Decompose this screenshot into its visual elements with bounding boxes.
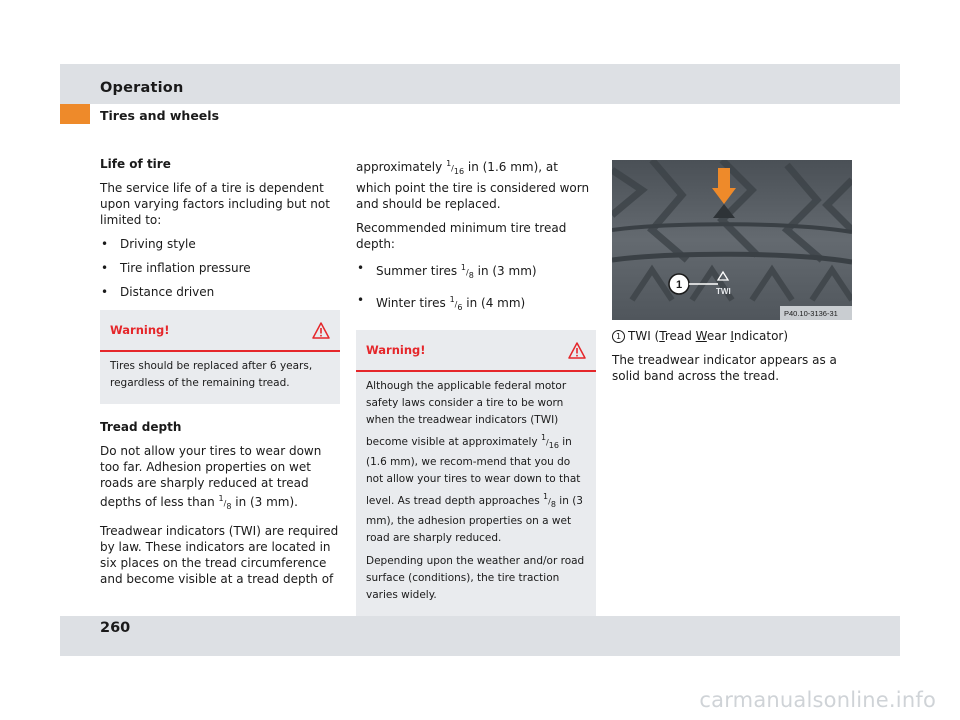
life-of-tire-heading: Life of tire: [100, 157, 171, 171]
fraction-numerator: 1: [446, 159, 452, 168]
warning-paragraph: Tires should be replaced after 6 years, regardless of the remaining tread.: [110, 360, 313, 389]
fraction-denominator: 8: [468, 271, 474, 280]
list-item: [356, 260, 596, 284]
text-run: W: [695, 329, 707, 343]
figure-caption: [612, 328, 852, 344]
twi-description: The treadwear indicator appears as a solid band across the tread.: [612, 353, 837, 383]
text-run: Although the applicable federal motor safety laws consider a tire to be worn when the treadwear indicators (TWI) become visible at approximately: [366, 380, 567, 448]
text-run: approximately: [356, 160, 443, 174]
text-run: ndicator): [733, 329, 789, 343]
fraction-denominator: 8: [550, 500, 556, 509]
header-band: [60, 64, 900, 104]
list-item: • Driving style: [100, 236, 340, 252]
warning-paragraph: [366, 378, 586, 547]
list-item: [356, 292, 596, 316]
warning-title: Warning!: [110, 323, 170, 337]
warning-paragraph: Depending upon the weather and/or road surface (conditions), the tire traction varies widely.: [366, 555, 585, 601]
twi-label: TWI: [716, 287, 731, 296]
life-intro: The service life of a tire is dependent upon varying factors including but not limited to:: [100, 181, 330, 227]
text-run: Summer tires: [376, 264, 458, 278]
text-run: ear: [706, 329, 731, 343]
page-number: 260: [100, 620, 131, 636]
text-run: in (3 mm), the adhesion properties on a wet road are sharply reduced.: [366, 495, 583, 544]
tire-tread-photo: [612, 160, 852, 320]
fraction-numerator: 1: [449, 295, 455, 304]
fraction-denominator: 8: [226, 502, 232, 511]
tread-depth-heading: Tread depth: [100, 420, 182, 434]
tread-depth-list: [356, 260, 596, 316]
text-run: in (1.6 mm), we recom-mend that you do not allow your tires to wear down to that level. As tread depth approaches: [366, 436, 581, 507]
warning-triangle-icon: [312, 322, 330, 339]
text-run: Winter tires: [376, 296, 446, 310]
text-run: in (1.6 mm), at which point the tire is considered worn and should be replaced.: [356, 160, 590, 211]
tread-paragraph-1: [100, 443, 340, 515]
warning-triangle-icon: [568, 342, 586, 359]
column-1: [100, 156, 340, 595]
section-tab: [60, 104, 90, 124]
text-run: in (3 mm): [477, 264, 537, 278]
warning-text: [356, 372, 596, 616]
callout-marker: 1: [612, 330, 625, 343]
tire-tread-illustration: [612, 160, 852, 320]
footer-band: [60, 616, 900, 656]
fraction-one-sixth: $^1/_6$: [449, 295, 463, 312]
text-run: read: [664, 329, 696, 343]
watermark: carmanualsonline.info: [699, 688, 936, 712]
warning-title: Warning!: [366, 343, 426, 357]
fraction-one-eighth: $^1/_8$: [543, 492, 556, 509]
life-factors-list: [100, 236, 340, 300]
warning-header: [100, 310, 340, 352]
fraction-one-sixteenth: $^1/_{16}$: [446, 159, 465, 176]
column-2: [356, 156, 596, 616]
fraction-numerator: 1: [540, 433, 547, 442]
section-subtitle: Tires and wheels: [100, 108, 220, 123]
text-run: Do not allow your tires to wear down too far. Adhesion properties on wet roads are sharply reduced at tread depths of less than: [100, 444, 322, 509]
tread-paragraph-3: [356, 156, 596, 212]
list-item: • Distance driven: [100, 284, 340, 300]
tread-paragraph-2: Treadwear indicators (TWI) are required by law. These indicators are located in six places on the tread circumference and become visible at a tread depth of: [100, 524, 339, 586]
warning-box-1: [100, 310, 340, 404]
text-run: in (3 mm).: [235, 495, 298, 509]
text-run: in (4 mm): [466, 296, 526, 310]
text-run: T: [659, 329, 665, 343]
figure-code: P40.10-3136-31: [784, 309, 838, 318]
text-run: TWI (: [628, 329, 660, 343]
fraction-denominator: 6: [457, 303, 463, 312]
fraction-numerator: 1: [543, 492, 549, 501]
warning-text: [100, 352, 340, 404]
fraction-denominator: 16: [548, 441, 559, 450]
fraction-numerator: 1: [460, 263, 466, 272]
recommended-text: Recommended minimum tire tread depth:: [356, 221, 567, 251]
text-run: I: [730, 329, 734, 343]
fraction-one-sixteenth: $^1/_{16}$: [540, 433, 559, 450]
warning-header: [356, 330, 596, 372]
fraction-one-eighth: $^1/_8$: [218, 494, 232, 511]
column-3: [612, 328, 852, 392]
section-title: Operation: [100, 80, 184, 96]
callout-number: 1: [675, 279, 683, 291]
fraction-denominator: 16: [453, 167, 465, 176]
fraction-one-eighth: $^1/_8$: [460, 263, 474, 280]
list-item: • Tire inflation pressure: [100, 260, 340, 276]
warning-box-2: [356, 330, 596, 616]
fraction-numerator: 1: [218, 494, 224, 503]
